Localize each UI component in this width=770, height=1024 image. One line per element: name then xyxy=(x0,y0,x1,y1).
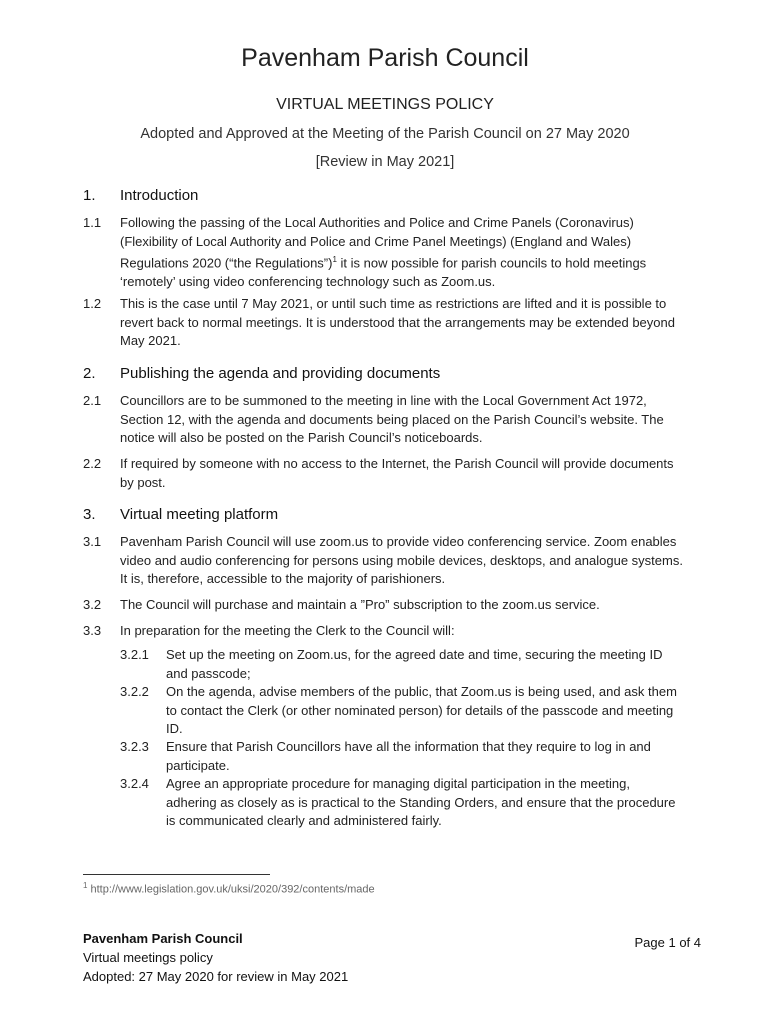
subitem-number: 3.2.4 xyxy=(120,776,149,791)
paragraph-text: Councillors are to be summoned to the meeting in line with the Local Government Act 1972, Section 12, with the agenda and documents being placed on the Parish Council’s website. The notice will also be posted on the Parish Council’s noticeboards. xyxy=(120,393,664,445)
paragraph-number: 1.2 xyxy=(83,296,102,311)
subitem-text: Set up the meeting on Zoom.us, for the agreed date and time, securing the meeting ID and passcode; xyxy=(166,647,663,681)
page-footer xyxy=(83,929,348,986)
paragraph-number: 3.2 xyxy=(83,597,102,612)
subitem-number: 3.2.2 xyxy=(120,684,149,699)
subitem-text: Ensure that Parish Councillors have all the information that they require to log in and participate. xyxy=(166,739,651,773)
footer-adopted-note: Adopted: 27 May 2020 for review in May 2021 xyxy=(83,969,349,984)
section-heading-publishing xyxy=(83,365,440,382)
subitem-number: 3.2.1 xyxy=(120,647,149,662)
section-title: Publishing the agenda and providing documents xyxy=(120,365,441,382)
paragraph-number: 3.1 xyxy=(83,534,102,549)
page-number: Page 1 of 4 xyxy=(634,935,701,950)
section-number: 3. xyxy=(83,506,96,523)
subitem-text: Agree an appropriate procedure for managing digital participation in the meeting, adhering as closely as is practical to the Standing Orders, and ensure that the procedure is communicated clearly and administered fairly. xyxy=(166,776,676,828)
footnote-marker: 1 xyxy=(83,881,88,890)
paragraph-text: Pavenham Parish Council will use zoom.us to provide video conferencing service. Zoom enables video and audio conferencing for persons using mobile devices, desktops, and analogue systems. It is, therefore, accessible to the majority of parishioners. xyxy=(120,534,683,586)
subitem-number: 3.2.3 xyxy=(120,739,149,754)
section-title: Virtual meeting platform xyxy=(120,506,279,523)
section-title: Introduction xyxy=(120,187,199,204)
page-title: Pavenham Parish Council xyxy=(241,44,529,72)
section-heading-introduction xyxy=(83,187,198,204)
footnote xyxy=(83,881,375,896)
subitem-text: On the agenda, advise members of the public, that Zoom.us is being used, and ask them to contact the Clerk (or other nominated person) for details of the passcode and meeting ID. xyxy=(166,684,677,736)
paragraph-text: In preparation for the meeting the Clerk to the Council will: xyxy=(120,623,455,638)
adoption-statement: Adopted and Approved at the Meeting of the Parish Council on 27 May 2020 xyxy=(140,126,630,142)
footer-organisation: Pavenham Parish Council xyxy=(83,931,243,946)
footnote-link[interactable]: http://www.legislation.gov.uk/uksi/2020/392/contents/made xyxy=(87,883,375,896)
paragraph-text: If required by someone with no access to the Internet, the Parish Council will provide documents by post. xyxy=(120,456,674,490)
paragraph-number: 2.1 xyxy=(83,393,102,408)
paragraph-text: This is the case until 7 May 2021, or until such time as restrictions are lifted and it is possible to revert back to normal meetings. It is understood that the arrangements may be extended beyond May 2021. xyxy=(120,296,675,348)
section-heading-platform xyxy=(83,506,278,523)
paragraph-text: Following the passing of the Local Authorities and Police and Crime Panels (Coronavirus) (Flexibility of Local Authority and Police and Crime Panel Meetings) (England and Wales) Regulations 2020 (“the Regulations”)$^1$ it is now possible for parish councils to hold meetings ‘remotely’ using video conferencing technology such as Zoom.us. xyxy=(120,215,647,289)
paragraph-number: 3.3 xyxy=(83,623,102,638)
footnote-divider xyxy=(83,874,270,875)
review-note: [Review in May 2021] xyxy=(315,154,455,170)
policy-subtitle: VIRTUAL MEETINGS POLICY xyxy=(276,96,494,113)
section-number: 2. xyxy=(83,365,96,382)
footnote-reference[interactable]: 1 xyxy=(332,255,337,264)
paragraph-text: The Council will purchase and maintain a ”Pro” subscription to the zoom.us service. xyxy=(120,597,600,612)
footer-document-name: Virtual meetings policy xyxy=(83,950,213,965)
section-number: 1. xyxy=(83,187,96,204)
paragraph-number: 1.1 xyxy=(83,215,102,230)
paragraph-number: 2.2 xyxy=(83,456,102,471)
